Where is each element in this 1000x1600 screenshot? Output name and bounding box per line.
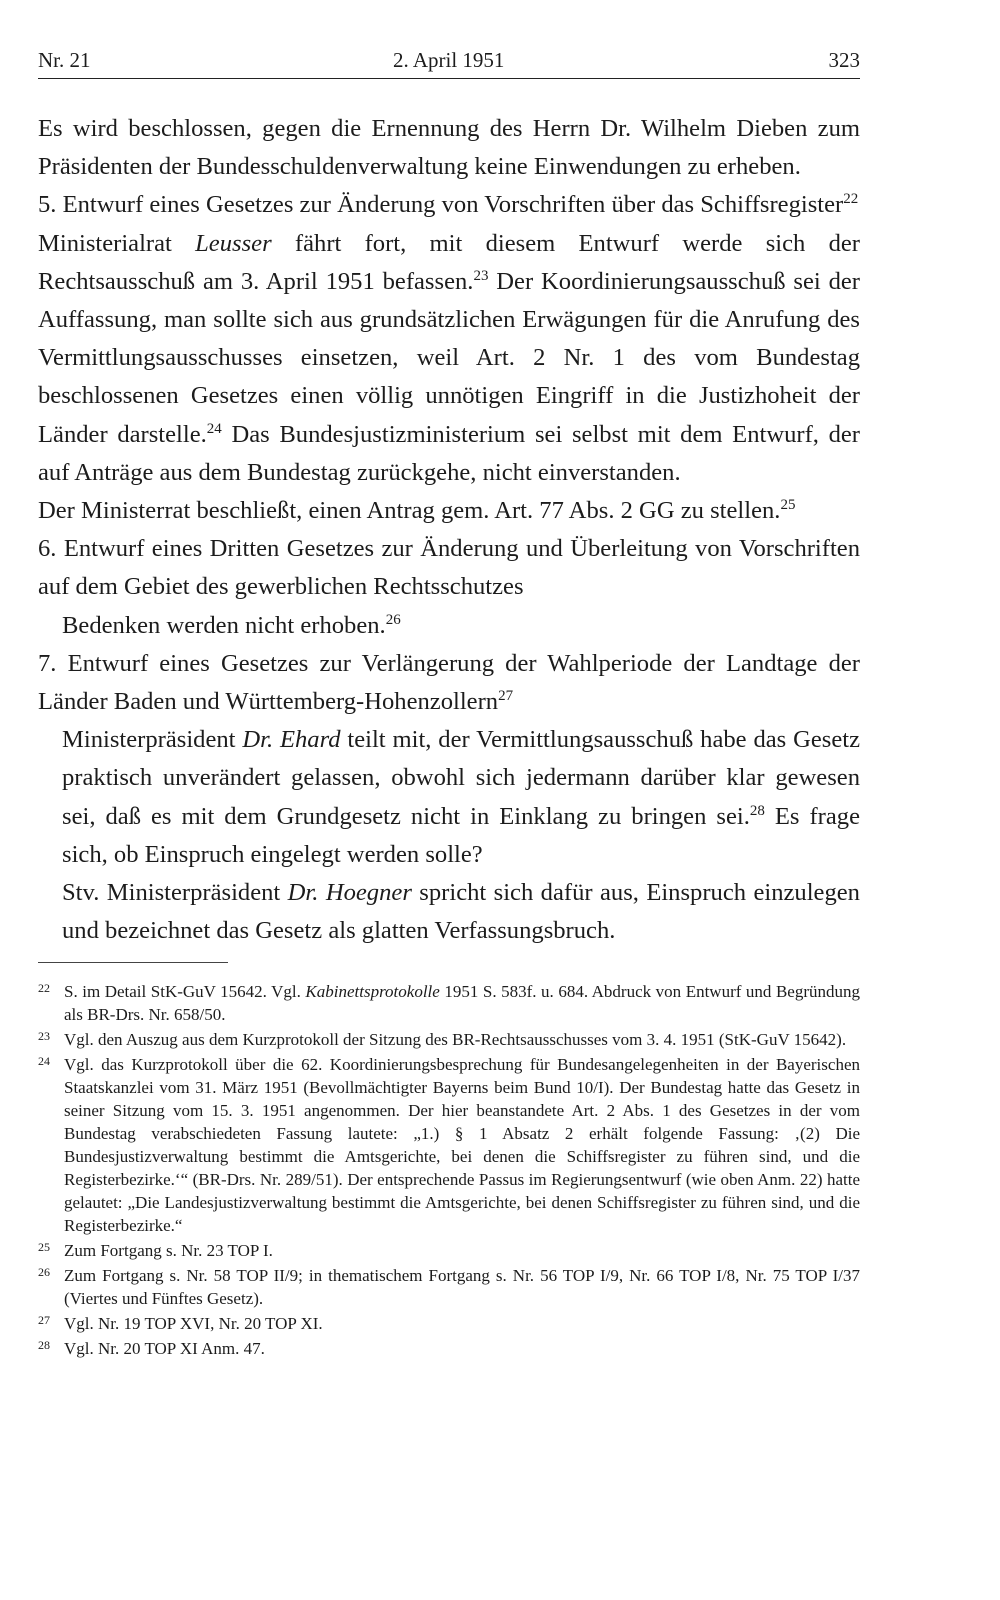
footnote-23 xyxy=(38,1028,860,1051)
paragraph-no-objections xyxy=(38,607,860,645)
footnote-text: Zum Fortgang s. Nr. 58 TOP II/9; in thematischem Fortgang s. Nr. 56 TOP I/9, Nr. 66 TOP I/8, Nr. 75 TOP I/37 (Viertes und Fünftes Gesetz). xyxy=(64,1266,860,1308)
footnote-27 xyxy=(38,1312,860,1335)
footnote-24 xyxy=(38,1053,860,1237)
paragraph-text: Ministerialrat xyxy=(38,229,196,257)
agenda-item-text: 7. Entwurf eines Gesetzes zur Verlängerung der Wahlperiode der Landtage der Länder Baden und Württemberg-Hohenzollern xyxy=(38,649,860,716)
footnote-ref-27: 27 xyxy=(498,688,514,705)
footnote-number: 24 xyxy=(38,1054,50,1068)
paragraph-text: Das Bundesjustizministerium sei selbst mit dem Entwurf, der auf Anträge aus dem Bundestag zurückgehe, nicht einverstanden. xyxy=(38,420,860,486)
footnote-ref-26: 26 xyxy=(385,611,401,628)
footnote-number: 25 xyxy=(38,1240,50,1254)
agenda-item-text: 6. Entwurf eines Dritten Gesetzes zur Änderung und Überleitung von Vorschriften auf dem Gebiet des gewerblichen Rechtsschutzes xyxy=(38,535,860,601)
footnote-number: 26 xyxy=(38,1265,50,1279)
agenda-item-7-title xyxy=(38,645,860,721)
paragraph-text: teilt mit, der Vermittlungsausschuß habe das Gesetz praktisch unverändert gelassen, obwohl sich jedermann darüber klar gewesen sei, daß es mit dem Grundgesetz nicht in Einklang zu bringen sei. xyxy=(62,726,860,830)
paragraph-text: Der Ministerrat beschließt, einen Antrag gem. Art. 77 Abs. 2 GG zu stellen. xyxy=(38,497,781,525)
agenda-item-6-title xyxy=(38,530,860,606)
header-date: 2. April 1951 xyxy=(393,48,505,72)
footnote-25 xyxy=(38,1239,860,1262)
paragraph-text: Der Koordinierungsausschuß sei der Auffassung, man sollte sich aus grundsätzlichen Erwägungen für die Anrufung des Vermittlungsausschusses einsetzen, weil Art. 2 Nr. 1 des vom Bundestag beschlossenen Gesetzes einen völlig unnötigen Eingriff in die Justizhoheit der Länder darstelle. xyxy=(38,267,860,448)
paragraph-hoegner xyxy=(38,874,860,950)
speaker-name: Dr. Ehard xyxy=(242,726,341,754)
footnote-number: 22 xyxy=(38,981,50,995)
footnote-ref-23: 23 xyxy=(473,267,489,284)
footnotes-section xyxy=(38,980,860,1362)
footnote-text: Zum Fortgang s. Nr. 23 TOP I. xyxy=(64,1241,273,1260)
paragraph-text: Es frage sich, ob Einspruch eingelegt werden solle? xyxy=(62,802,860,868)
paragraph-ehard xyxy=(38,721,860,874)
agenda-item-5-title xyxy=(38,186,860,224)
footnote-ref-28: 28 xyxy=(749,802,765,819)
footnote-number: 27 xyxy=(38,1313,50,1327)
running-header xyxy=(38,44,860,79)
paragraph-leusser xyxy=(38,225,860,492)
speaker-name: Dr. Hoegner xyxy=(287,879,412,907)
footnote-text: Vgl. den Auszug aus dem Kurzprotokoll der Sitzung des BR-Rechtsausschusses vom 3. 4. 1951 (StK-GuV 15642). xyxy=(64,1030,847,1049)
agenda-item-text: 5. Entwurf eines Gesetzes zur Änderung von Vorschriften über das Schiffsregister xyxy=(38,191,844,219)
speaker-name: Leusser xyxy=(195,229,272,257)
footnote-text: S. im Detail StK-GuV 15642. Vgl. xyxy=(64,982,306,1001)
footnote-26 xyxy=(38,1264,860,1310)
footnote-ref-24: 24 xyxy=(206,420,222,437)
footnote-text: Vgl. das Kurzprotokoll über die 62. Koordinierungsbesprechung für Bundesangelegenheiten in der Bayerischen Staatskanzlei vom 31. März 1951 (Bevollmächtigter Bayerns beim Bund 10/I). Der Bundestag hatte das Gesetz in seiner Sitzung vom 15. 3. 1951 angenommen. Der hier beanstandete Art. 2 Abs. 1 des Gesetzes in der vom Bundestag verabschiedeten Fassung lautete: „1.) § 1 Absatz 2 erhält folgende Fassung: ‚(2) Die Bundesjustizverwaltung bestimmt die Amtsgerichte, bei denen die Schiffsregister zu führen sind, und die Registerbezirke.‘“ (BR-Drs. Nr. 289/51). Der entsprechende Passus im Regierungsentwurf (wie oben Anm. 22) hatte gelautet: „Die Landesjustizverwaltung bestimmt die Amtsgerichte, bei denen Schiffsregister zu führen sind, und die Registerbezirke.“ xyxy=(64,1055,860,1235)
paragraph-text: Es wird beschlossen, gegen die Ernennung des Herrn Dr. Wilhelm Dieben zum Präsidenten der Bundesschuldenverwaltung keine Einwendungen zu erheben. xyxy=(38,115,860,181)
body-text xyxy=(38,110,860,950)
footnote-ref-25: 25 xyxy=(780,497,796,514)
header-document-number: Nr. 21 xyxy=(38,48,91,72)
paragraph-text: Stv. Ministerpräsident xyxy=(62,879,288,907)
paragraph-ministerrat-resolution xyxy=(38,492,860,530)
paragraph-text: spricht sich dafür aus, Einspruch einzulegen und bezeichnet das Gesetz als glatten Verfassungsbruch. xyxy=(62,879,860,945)
footnote-number: 23 xyxy=(38,1029,50,1043)
footnote-text: Vgl. Nr. 20 TOP XI Anm. 47. xyxy=(64,1339,265,1358)
footnote-22 xyxy=(38,980,860,1026)
paragraph-text: fährt fort, mit diesem Entwurf werde sich der Rechtsausschuß am 3. April 1951 befassen. xyxy=(38,229,860,295)
footnote-separator xyxy=(38,962,228,963)
footnote-text: 1951 S. 583f. u. 684. Abdruck von Entwurf und Begründung als BR-Drs. Nr. 658/50. xyxy=(64,982,860,1024)
publication-title: Kabinettsprotokolle xyxy=(305,982,440,1001)
footnote-28 xyxy=(38,1337,860,1360)
footnote-number: 28 xyxy=(38,1338,50,1352)
footnote-text: Vgl. Nr. 19 TOP XVI, Nr. 20 TOP XI. xyxy=(64,1314,323,1333)
paragraph-text: Ministerpräsident xyxy=(62,726,243,754)
paragraph-text: Bedenken werden nicht erhoben. xyxy=(62,611,386,639)
footnote-ref-22: 22 xyxy=(843,191,859,208)
header-page-number: 323 xyxy=(828,48,860,72)
paragraph-resolution-dieben xyxy=(38,110,860,186)
